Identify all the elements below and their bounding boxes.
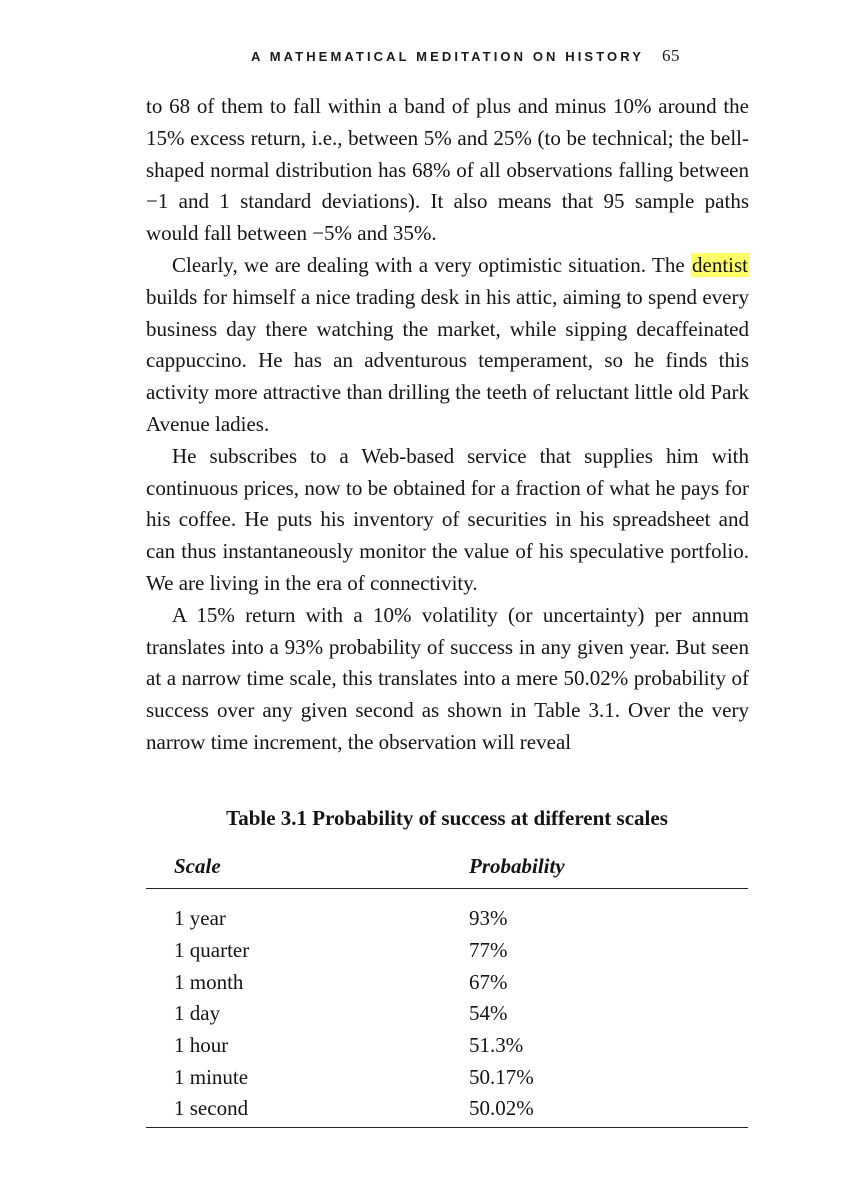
- probability-cell: 93%: [469, 906, 508, 931]
- table-header-row: [146, 851, 748, 889]
- table-row: [146, 1030, 748, 1062]
- table-row: [146, 935, 748, 967]
- running-head-title: A MATHEMATICAL MEDITATION ON HISTORY: [250, 49, 644, 64]
- page-number: 65: [662, 46, 680, 65]
- running-head: [0, 46, 680, 66]
- probability-cell: 77%: [469, 938, 508, 963]
- scale-cell: 1 quarter: [174, 938, 250, 963]
- paragraph-2: [146, 250, 749, 441]
- probability-cell: 54%: [469, 1001, 508, 1026]
- scale-cell: 1 hour: [174, 1033, 229, 1058]
- scale-cell: 1 year: [174, 906, 226, 931]
- table-title: Table 3.1 Probability of success at different scales: [226, 806, 668, 830]
- probability-cell: 67%: [469, 969, 508, 994]
- paragraph-2-start: Clearly, we are dealing with a very optimistic situation. The: [172, 252, 691, 277]
- paragraph-3: He subscribes to a Web-based service that supplies him with continuous prices, now to be obtained for a fraction of what he pays for his coffee. He puts his inventory of securities in his spreadsheet and can thus instantaneously monitor the value of his speculative portfolio. We are living in the era of connectivity.: [146, 443, 749, 595]
- table-row: [146, 889, 748, 935]
- probability-cell: 50.17%: [469, 1064, 534, 1089]
- header-probability: Probability: [469, 851, 748, 889]
- table-row: [146, 1061, 748, 1093]
- probability-cell: 51.3%: [469, 1033, 524, 1058]
- paragraph-1: to 68 of them to fall within a band of plus and minus 10% around the 15% excess return, i.e., between 5% and 25% (to be technical; the bell-shaped normal distribution has 68% of all observations falling between −1 and 1 standard deviations). It also means that 95 sample paths would fall between −5% and 35%.: [146, 94, 749, 246]
- paragraph-4: A 15% return with a 10% volatility (or uncertainty) per annum translates into a 93% probability of success in any given year. But seen at a narrow time scale, this translates into a mere 50.02% probability of success over any given second as shown in Table 3.1. Over the very narrow time increment, the observation will reveal: [146, 602, 749, 754]
- scale-cell: 1 minute: [174, 1064, 249, 1089]
- highlighted-word[interactable]: dentist: [692, 252, 748, 277]
- paragraph-2-end: builds for himself a nice trading desk in his attic, aiming to spend every business day there watching the market, while sipping decaffeinated cappuccino. He has an adventurous temperament, so he finds this activity more attractive than drilling the teeth of reluctant little old Park Avenue ladies.: [146, 284, 749, 436]
- table-row: [146, 966, 748, 998]
- table-row: [146, 998, 748, 1030]
- scale-cell: 1 day: [174, 1001, 221, 1026]
- header-scale: Scale: [146, 851, 469, 889]
- probability-cell: 50.02%: [469, 1096, 534, 1121]
- body-text: [146, 91, 749, 759]
- table-row: [146, 1093, 748, 1125]
- scale-cell: 1 month: [174, 969, 244, 994]
- table-bottom-rule: [146, 1127, 748, 1128]
- probability-table: [146, 851, 748, 1125]
- scale-cell: 1 second: [174, 1096, 249, 1121]
